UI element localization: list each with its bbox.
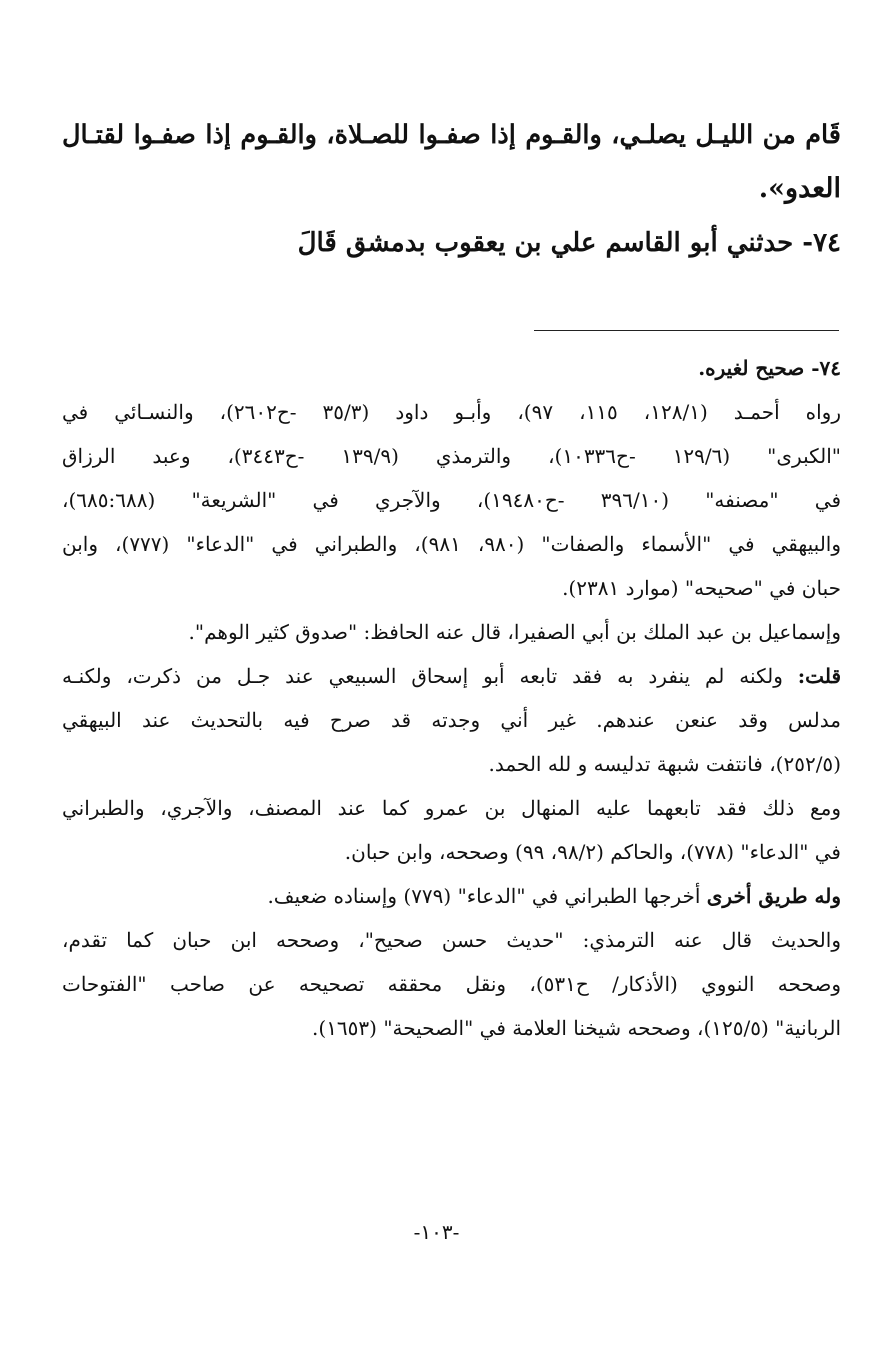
footnote-sources-line-3: في "مصنفه" (٣٩٦/١٠ -ح١٩٤٨٠)، والآجري في "الشريعة" (٦٨٥:٦٨٨)،: [62, 488, 842, 512]
footnote-another-route-text: أخرجها الطبراني في "الدعاء" (٧٧٩) وإسناده ضعيف.: [267, 884, 707, 908]
footnote-comment-lead: قلت:: [797, 664, 841, 688]
footnote-comment-text: ولكنه لم ينفرد به فقد تابعه أبو إسحاق السبيعي عند جـل من ذكرت، ولكنـه: [62, 664, 798, 688]
footnote-comment-line-2: مدلس وقد عنعن عندهم. غير أني وجدته قد صرح فيه بالتحديث عند البيهقي: [62, 708, 841, 732]
footnote-another-route-line: [62, 874, 841, 918]
main-text: [62, 108, 841, 270]
footnote-followup-line-2: في "الدعاء" (٧٧٨)، والحاكم (٩٨/٢، ٩٩) وصححه، وابن حبان.: [344, 840, 841, 864]
footnotes: [62, 346, 841, 1050]
footnote-grading-line-1: والحديث قال عنه الترمذي: "حديث حسن صحيح"، وصححه ابن حبان كما تقدم،: [62, 928, 841, 952]
footnote-another-route-lead: وله طريق أخرى: [706, 884, 841, 908]
footnote-separator: [534, 330, 839, 331]
footnote-sources-line-4: والبيهقي في "الأسماء والصفات" (٩٨٠، ٩٨١)، والطبراني في "الدعاء" (٧٧٧)، وابن: [62, 532, 842, 556]
page-number: -١٠٣-: [413, 1220, 460, 1244]
hadith-heading: ٧٤- حدثني أبو القاسم علي بن يعقوب بدمشق قَالَ: [297, 228, 841, 258]
footnote-grading-line-3: الربانية" (١٢٥/٥)، وصححه شيخنا العلامة في "الصحيحة" (١٦٥٣).: [312, 1016, 841, 1040]
main-text-line-2: العدو».: [758, 173, 841, 204]
footnote-heading: ٧٤- صحيح لغيره.: [698, 356, 841, 380]
footnote-narrator-line: وإسماعيل بن عبد الملك بن أبي الصفيرا، قال عنه الحافظ: "صدوق كثير الوهم".: [188, 620, 841, 644]
footnote-sources-line-1: رواه أحمـد (١٢٨/١، ١١٥، ٩٧)، وأبـو داود (٣٥/٣ -ح٢٦٠٢)، والنسـائي في: [62, 400, 841, 424]
footnote-sources-line-5: حبان في "صحيحه" (موارد ٢٣٨١).: [562, 576, 841, 600]
footnote-comment-line-3: (٢٥٢/٥)، فانتفت شبهة تدليسه و لله الحمد.: [488, 752, 841, 776]
footnote-grading-line-2: وصححه النووي (الأذكار/ ح٥٣١)، ونقل محققه تصحيحه عن صاحب "الفتوحات: [62, 972, 841, 996]
footnote-sources-line-2: "الكبرى" (١٢٩/٦ -ح١٠٣٣٦)، والترمذي (١٣٩/٩ -ح٣٤٤٣)، وعبد الرزاق: [62, 444, 841, 468]
footnote-comment-line-1: [62, 654, 841, 698]
footnote-followup-line-1: ومع ذلك فقد تابعهما عليه المنهال بن عمرو كما عند المصنف، والآجري، والطبراني: [62, 796, 841, 820]
main-text-line-1: قَام من الليـل يصلـي، والقـوم إذا صفـوا للصـلاة، والقـوم إذا صفـوا لقتـال: [62, 120, 841, 150]
